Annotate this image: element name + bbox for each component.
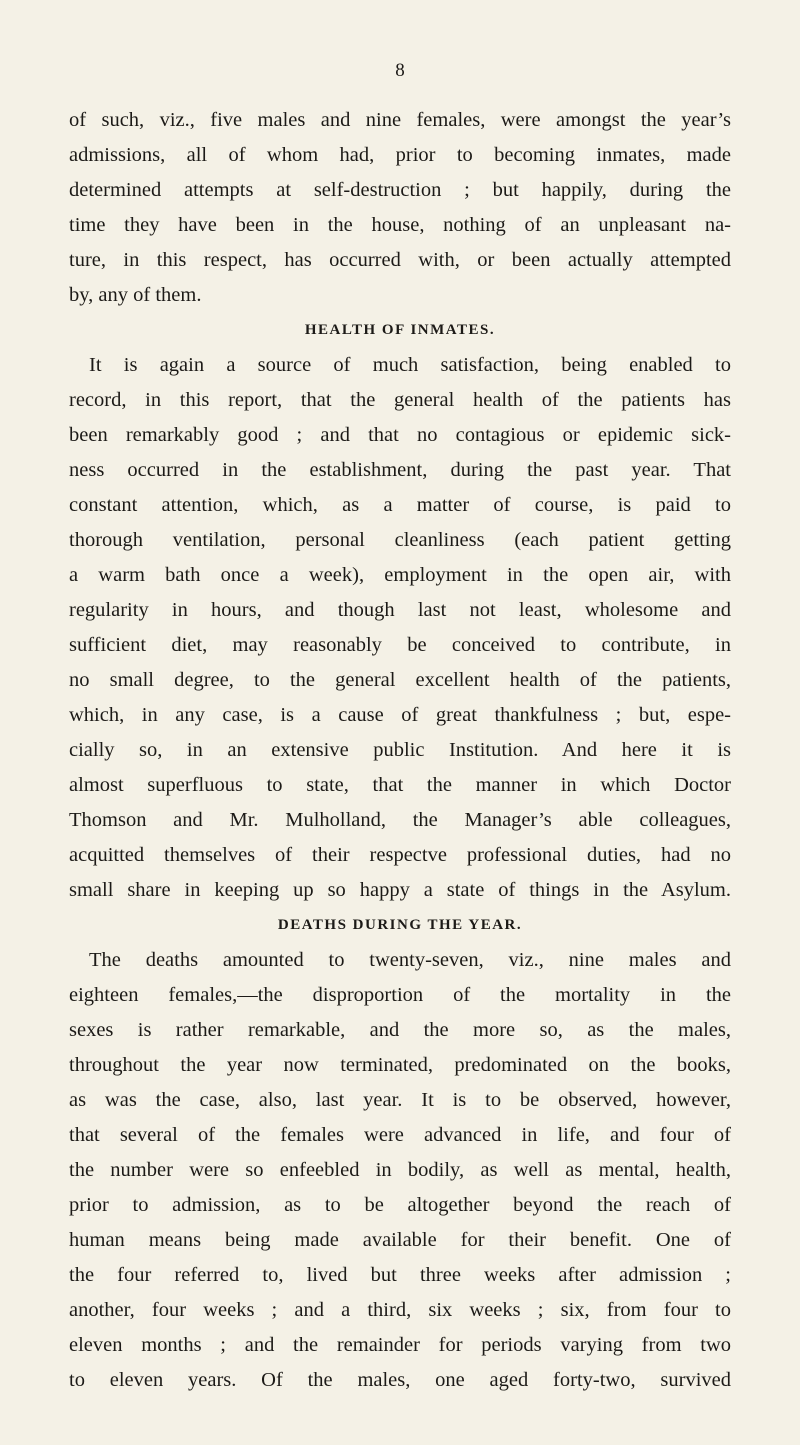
text-line: thorough ventilation, personal cleanliness (each patient getting [69, 529, 731, 551]
text-line: sufficient diet, may reasonably be conceived to contribute, in [69, 634, 731, 656]
paragraph-deaths [69, 943, 731, 1398]
text-line: regularity in hours, and though last not least, wholesome and [69, 599, 731, 621]
body-text [69, 103, 731, 1398]
page-number: 8 [395, 60, 405, 81]
text-line: human means being made available for their benefit. One of [69, 1229, 731, 1251]
text-line: the four referred to, lived but three weeks after admission ; [69, 1264, 731, 1286]
text-line: ture, in this respect, has occurred with, or been actually attempted [69, 249, 731, 271]
text-line: throughout the year now terminated, predominated on the books, [69, 1054, 731, 1076]
text-line: Thomson and Mr. Mulholland, the Manager’s able colleagues, [69, 809, 731, 831]
paragraph-self-destruction [69, 103, 731, 313]
section-heading-deaths: DEATHS DURING THE YEAR. [277, 917, 523, 933]
text-line: It is again a source of much satisfaction, being enabled to [89, 354, 731, 376]
text-line: ness occurred in the establishment, during the past year. That [69, 459, 731, 481]
text-line: record, in this report, that the general health of the patients has [69, 389, 731, 411]
paragraph-health [69, 348, 731, 908]
text-line: by, any of them. [69, 284, 202, 306]
text-line: acquitted themselves of their respectve professional duties, had no [69, 844, 731, 866]
text-line: determined attempts at self-destruction ; but happily, during the [69, 179, 731, 201]
text-line: admissions, all of whom had, prior to becoming inmates, made [69, 144, 731, 166]
text-line: sexes is rather remarkable, and the more so, as the males, [69, 1019, 731, 1041]
text-line: no small degree, to the general excellent health of the patients, [69, 669, 731, 691]
text-line: The deaths amounted to twenty-seven, viz., nine males and [89, 949, 731, 971]
text-line: to eleven years. Of the males, one aged forty-two, survived [69, 1369, 731, 1391]
section-heading-health: HEALTH OF INMATES. [304, 322, 496, 338]
text-line: the number were so enfeebled in bodily, as well as mental, health, [69, 1159, 731, 1181]
text-line: been remarkably good ; and that no contagious or epidemic sick- [69, 424, 731, 446]
text-line: constant attention, which, as a matter of course, is paid to [69, 494, 731, 516]
text-line: eleven months ; and the remainder for periods varying from two [69, 1334, 731, 1356]
text-line: a warm bath once a week), employment in the open air, with [69, 564, 731, 586]
text-line: small share in keeping up so happy a state of things in the Asylum. [69, 879, 731, 901]
text-line: eighteen females,—the disproportion of the mortality in the [69, 984, 731, 1006]
text-line: of such, viz., five males and nine females, were amongst the year’s [69, 109, 731, 131]
text-line: another, four weeks ; and a third, six weeks ; six, from four to [69, 1299, 731, 1321]
text-line: prior to admission, as to be altogether beyond the reach of [69, 1194, 731, 1216]
text-line: almost superfluous to state, that the manner in which Doctor [69, 774, 731, 796]
text-line: cially so, in an extensive public Institution. And here it is [69, 739, 731, 761]
text-line: time they have been in the house, nothing of an unpleasant na- [69, 214, 731, 236]
text-line: that several of the females were advanced in life, and four of [69, 1124, 731, 1146]
text-line: as was the case, also, last year. It is to be observed, however, [69, 1089, 731, 1111]
text-line: which, in any case, is a cause of great thankfulness ; but, espe- [69, 704, 731, 726]
